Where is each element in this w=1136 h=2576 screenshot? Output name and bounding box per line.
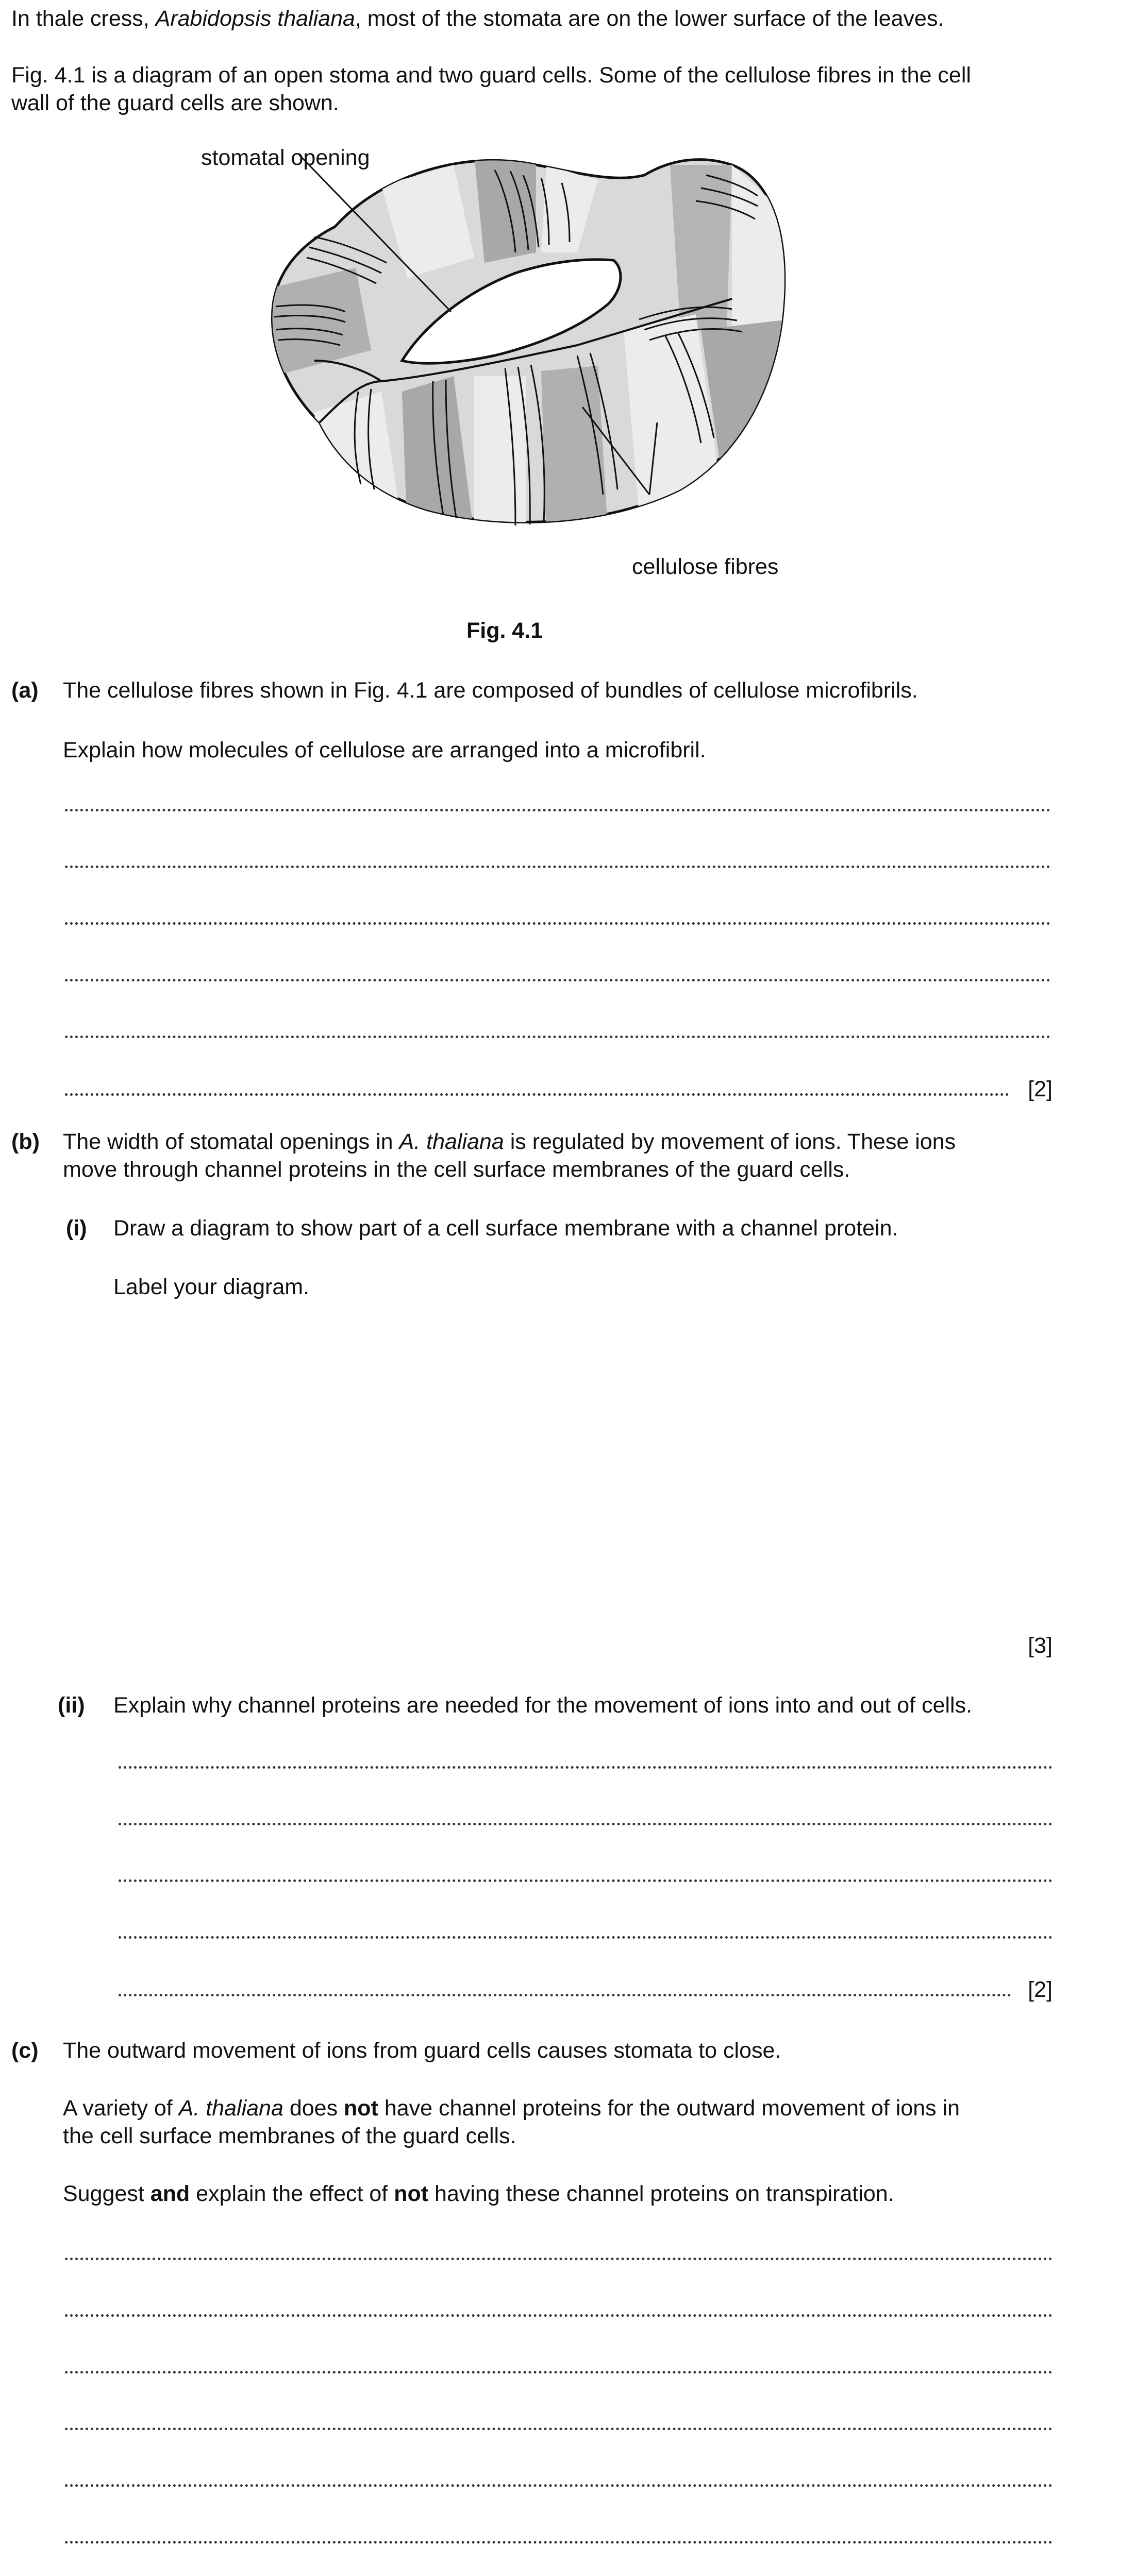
marks-b-i: [3]: [1028, 1633, 1053, 1658]
part-b-ii-text-1: Explain why channel proteins are needed for the movement of ions into and out of cells.: [113, 1693, 973, 1718]
part-b-text-1: The width of stomatal openings in A. thaliana is regulated by movement of ions. These ions: [63, 1129, 956, 1154]
answer-line-a5[interactable]: [65, 1036, 1050, 1038]
answer-line-b2-3[interactable]: [119, 1879, 1053, 1882]
answer-line-c3[interactable]: [65, 2371, 1053, 2374]
answer-line-b2-5[interactable]: [119, 1994, 1011, 1996]
part-b-i-text-1: Draw a diagram to show part of a cell surface membrane with a channel protein.: [113, 1216, 898, 1241]
answer-line-a3[interactable]: [65, 922, 1050, 925]
part-b-ii-numeral: (ii): [58, 1693, 85, 1718]
part-a-text-2: Explain how molecules of cellulose are arranged into a microfibril.: [63, 738, 706, 762]
answer-line-b2-4[interactable]: [119, 1936, 1053, 1939]
part-c-text-2: A variety of A. thaliana does not have channel proteins for the outward movement of ions in: [63, 2096, 960, 2121]
part-a-text-1: The cellulose fibres shown in Fig. 4.1 are composed of bundles of cellulose microfibrils.: [63, 678, 918, 703]
part-b-i-text-2: Label your diagram.: [113, 1275, 310, 1299]
answer-line-c6[interactable]: [65, 2541, 1053, 2544]
intro-line-3: wall of the guard cells are shown.: [11, 91, 339, 115]
label-stomatal-opening: stomatal opening: [201, 145, 370, 170]
part-b-letter: (b): [11, 1129, 40, 1154]
answer-line-c4[interactable]: [65, 2428, 1053, 2430]
marks-b-ii: [2]: [1028, 1977, 1053, 2002]
answer-line-a6[interactable]: [65, 1093, 1009, 1096]
part-c-letter: (c): [11, 2038, 39, 2063]
answer-line-a4[interactable]: [65, 979, 1050, 981]
part-b-text-2: move through channel proteins in the cell surface membranes of the guard cells.: [63, 1157, 850, 1182]
answer-line-b2-1[interactable]: [119, 1766, 1053, 1769]
stoma-diagram: [186, 134, 850, 587]
figure-caption: Fig. 4.1: [466, 618, 543, 643]
answer-line-c1[interactable]: [65, 2258, 1053, 2260]
part-b-i-numeral: (i): [66, 1216, 87, 1241]
part-c-text-1: The outward movement of ions from guard cells causes stomata to close.: [63, 2038, 781, 2063]
part-a-letter: (a): [11, 678, 39, 703]
intro-line-2: Fig. 4.1 is a diagram of an open stoma and two guard cells. Some of the cellulose fibres in the cell: [11, 63, 971, 88]
label-cellulose-fibres: cellulose fibres: [632, 554, 779, 579]
part-c-text-4: Suggest and explain the effect of not having these channel proteins on transpiration.: [63, 2181, 894, 2206]
answer-line-c5[interactable]: [65, 2484, 1053, 2487]
answer-line-c2[interactable]: [65, 2314, 1053, 2317]
marks-a: [2]: [1028, 1077, 1053, 1101]
answer-line-a1[interactable]: [65, 809, 1050, 811]
part-c-text-3: the cell surface membranes of the guard cells.: [63, 2124, 516, 2148]
answer-line-a2[interactable]: [65, 866, 1050, 868]
intro-line-1: In thale cress, Arabidopsis thaliana, most of the stomata are on the lower surface of the leaves.: [11, 6, 944, 31]
diagram-drawing-area[interactable]: [113, 1319, 1051, 1607]
answer-line-b2-2[interactable]: [119, 1823, 1053, 1825]
